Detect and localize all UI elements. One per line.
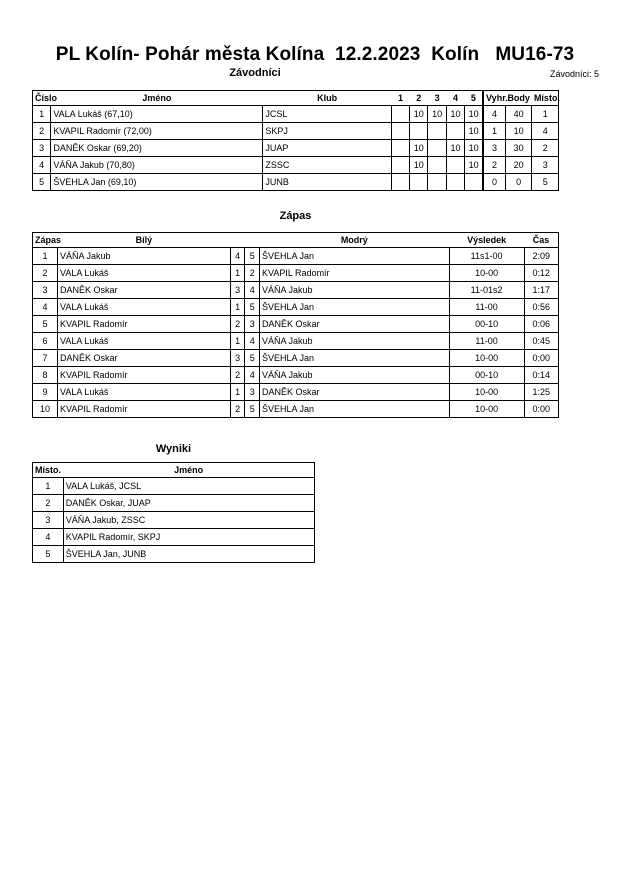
col-header-round-5: 5	[465, 91, 483, 106]
cell-result-place: 1	[33, 478, 64, 495]
cell-round-4: 10	[446, 140, 464, 157]
cell-white-name: KVAPIL Radomír	[57, 316, 230, 333]
cell-result-name: ŠVEHLA Jan, JUNB	[63, 546, 314, 563]
cell-white-number: 1	[230, 384, 245, 401]
cell-result-place: 5	[33, 546, 64, 563]
cell-time: 0:56	[524, 299, 558, 316]
cell-name: VÁŇA Jakub (70,80)	[51, 157, 263, 174]
cell-time: 1:17	[524, 282, 558, 299]
cell-white-name: VALA Lukáš	[57, 384, 230, 401]
cell-wins: 2	[483, 157, 505, 174]
cell-blue-name: VÁŇA Jakub	[260, 333, 450, 350]
cell-number: 5	[33, 174, 51, 191]
cell-result-name: VÁŇA Jakub, ZSSC	[63, 512, 314, 529]
cell-match-number: 5	[33, 316, 58, 333]
cell-wins: 4	[483, 106, 505, 123]
match-row	[33, 265, 559, 282]
cell-blue-name: VÁŇA Jakub	[260, 282, 450, 299]
cell-result: 11s1-00	[449, 248, 524, 265]
cell-match-number: 8	[33, 367, 58, 384]
col-header-result-place: Místo.	[33, 463, 64, 478]
cell-match-number: 1	[33, 248, 58, 265]
match-row	[33, 316, 559, 333]
cell-club: ZSSC	[263, 157, 391, 174]
cell-time: 0:06	[524, 316, 558, 333]
cell-round-2: 10	[410, 106, 428, 123]
cell-round-1	[391, 157, 409, 174]
col-header-number: Číslo	[33, 91, 51, 106]
matches-heading: Zápas	[279, 210, 312, 222]
cell-match-number: 4	[33, 299, 58, 316]
cell-blue-name: DANĚK Oskar	[260, 316, 450, 333]
cell-white-name: VALA Lukáš	[57, 265, 230, 282]
cell-result: 10-00	[449, 265, 524, 282]
match-row	[33, 299, 559, 316]
competitor-row	[33, 140, 559, 157]
cell-blue-name: DANĚK Oskar	[260, 384, 450, 401]
cell-white-number: 1	[230, 333, 245, 350]
cell-white-number: 1	[230, 265, 245, 282]
cell-round-2	[410, 174, 428, 191]
col-header-match: Zápas	[33, 233, 58, 248]
col-header-blue-number	[245, 233, 260, 248]
cell-blue-name: ŠVEHLA Jan	[260, 401, 450, 418]
cell-white-name: DANĚK Oskar	[57, 282, 230, 299]
cell-round-5: 10	[465, 123, 483, 140]
cell-blue-number: 5	[245, 299, 260, 316]
cell-result: 00-10	[449, 367, 524, 384]
cell-result-name: DANĚK Oskar, JUAP	[63, 495, 314, 512]
cell-white-number: 2	[230, 316, 245, 333]
cell-result: 00-10	[449, 316, 524, 333]
cell-round-1	[391, 106, 409, 123]
cell-blue-number: 3	[245, 316, 260, 333]
match-row	[33, 367, 559, 384]
cell-round-1	[391, 174, 409, 191]
cell-name: VALA Lukáš (67,10)	[51, 106, 263, 123]
results-table	[32, 462, 315, 563]
cell-white-number: 4	[230, 248, 245, 265]
cell-white-name: VALA Lukáš	[57, 299, 230, 316]
cell-match-number: 6	[33, 333, 58, 350]
cell-place: 3	[532, 157, 559, 174]
cell-white-number: 3	[230, 282, 245, 299]
cell-place: 1	[532, 106, 559, 123]
cell-place: 5	[532, 174, 559, 191]
cell-blue-name: VÁŇA Jakub	[260, 367, 450, 384]
cell-round-2: 10	[410, 157, 428, 174]
competitors-heading: Závodníci	[229, 67, 281, 79]
cell-match-number: 9	[33, 384, 58, 401]
cell-blue-number: 4	[245, 367, 260, 384]
cell-club: JCSL	[263, 106, 391, 123]
cell-blue-number: 5	[245, 248, 260, 265]
cell-result-place: 4	[33, 529, 64, 546]
cell-time: 2:09	[524, 248, 558, 265]
result-row	[33, 495, 315, 512]
match-row	[33, 350, 559, 367]
cell-white-name: DANĚK Oskar	[57, 350, 230, 367]
cell-number: 1	[33, 106, 51, 123]
cell-round-5: 10	[465, 106, 483, 123]
cell-white-name: VALA Lukáš	[57, 333, 230, 350]
cell-club: JUNB	[263, 174, 391, 191]
cell-white-number: 2	[230, 367, 245, 384]
cell-result-place: 2	[33, 495, 64, 512]
match-row	[33, 282, 559, 299]
cell-points: 0	[505, 174, 532, 191]
match-row	[33, 333, 559, 350]
matches-header-row	[33, 233, 559, 248]
cell-blue-number: 4	[245, 282, 260, 299]
result-row	[33, 478, 315, 495]
cell-round-3	[428, 157, 446, 174]
result-row	[33, 546, 315, 563]
cell-blue-name: ŠVEHLA Jan	[260, 350, 450, 367]
cell-blue-number: 2	[245, 265, 260, 282]
cell-blue-name: KVAPIL Radomír	[260, 265, 450, 282]
cell-time: 1:25	[524, 384, 558, 401]
cell-round-4	[446, 174, 464, 191]
result-row	[33, 512, 315, 529]
cell-points: 10	[505, 123, 532, 140]
cell-points: 30	[505, 140, 532, 157]
competitor-row	[33, 157, 559, 174]
cell-white-name: KVAPIL Radomír	[57, 367, 230, 384]
cell-points: 20	[505, 157, 532, 174]
cell-white-name: VÁŇA Jakub	[57, 248, 230, 265]
cell-blue-number: 4	[245, 333, 260, 350]
competitor-count: Závodníci: 5	[549, 69, 599, 79]
col-header-result-name: Jméno	[63, 463, 314, 478]
cell-round-5: 10	[465, 157, 483, 174]
col-header-round-2: 2	[410, 91, 428, 106]
cell-round-4	[446, 157, 464, 174]
cell-round-3	[428, 174, 446, 191]
cell-blue-name: ŠVEHLA Jan	[260, 248, 450, 265]
results-heading: Wyniki	[155, 443, 192, 455]
cell-white-number: 3	[230, 350, 245, 367]
col-header-white-number	[230, 233, 245, 248]
cell-time: 0:00	[524, 401, 558, 418]
cell-name: ŠVEHLA Jan (69,10)	[51, 174, 263, 191]
cell-blue-number: 5	[245, 401, 260, 418]
cell-round-5: 10	[465, 140, 483, 157]
cell-result: 11-00	[449, 333, 524, 350]
cell-match-number: 2	[33, 265, 58, 282]
col-header-round-3: 3	[428, 91, 446, 106]
col-header-club: Klub	[263, 91, 391, 106]
cell-place: 4	[532, 123, 559, 140]
cell-time: 0:12	[524, 265, 558, 282]
cell-wins: 0	[483, 174, 505, 191]
match-row	[33, 401, 559, 418]
results-header-row	[33, 463, 315, 478]
result-row	[33, 529, 315, 546]
cell-club: JUAP	[263, 140, 391, 157]
col-header-place: Místo.	[532, 91, 559, 106]
col-header-round-4: 4	[446, 91, 464, 106]
cell-number: 3	[33, 140, 51, 157]
cell-number: 4	[33, 157, 51, 174]
cell-result-name: VALA Lukáš, JCSL	[63, 478, 314, 495]
cell-match-number: 3	[33, 282, 58, 299]
cell-round-5	[465, 174, 483, 191]
cell-club: SKPJ	[263, 123, 391, 140]
cell-time: 0:45	[524, 333, 558, 350]
cell-place: 2	[532, 140, 559, 157]
page-title: PL Kolín- Pohár města Kolína 12.2.2023 Kolín MU16-73	[55, 44, 575, 65]
matches-table	[32, 232, 559, 418]
col-header-wins: Vyhr.	[483, 91, 505, 106]
cell-match-number: 7	[33, 350, 58, 367]
cell-round-3	[428, 123, 446, 140]
cell-points: 40	[505, 106, 532, 123]
cell-wins: 3	[483, 140, 505, 157]
cell-round-1	[391, 140, 409, 157]
cell-white-number: 1	[230, 299, 245, 316]
cell-blue-name: ŠVEHLA Jan	[260, 299, 450, 316]
competitor-row	[33, 106, 559, 123]
match-row	[33, 248, 559, 265]
col-header-round-1: 1	[391, 91, 409, 106]
col-header-blue: Modrý	[260, 233, 450, 248]
cell-white-number: 2	[230, 401, 245, 418]
cell-result: 10-00	[449, 401, 524, 418]
cell-wins: 1	[483, 123, 505, 140]
cell-time: 0:14	[524, 367, 558, 384]
cell-blue-number: 5	[245, 350, 260, 367]
cell-name: DANĚK Oskar (69,20)	[51, 140, 263, 157]
cell-match-number: 10	[33, 401, 58, 418]
cell-round-3: 10	[428, 106, 446, 123]
cell-round-2	[410, 123, 428, 140]
cell-round-4: 10	[446, 106, 464, 123]
col-header-points: Body	[505, 91, 532, 106]
match-row	[33, 384, 559, 401]
competitor-row	[33, 174, 559, 191]
cell-round-1	[391, 123, 409, 140]
cell-time: 0:00	[524, 350, 558, 367]
cell-result-name: KVAPIL Radomír, SKPJ	[63, 529, 314, 546]
cell-result-place: 3	[33, 512, 64, 529]
cell-result: 10-00	[449, 350, 524, 367]
competitor-row	[33, 123, 559, 140]
cell-result: 10-00	[449, 384, 524, 401]
col-header-name: Jméno	[51, 91, 263, 106]
cell-round-2: 10	[410, 140, 428, 157]
cell-result: 11-00	[449, 299, 524, 316]
cell-round-3	[428, 140, 446, 157]
col-header-white: Bílý	[57, 233, 230, 248]
cell-result: 11-01s2	[449, 282, 524, 299]
cell-round-4	[446, 123, 464, 140]
competitors-header-row	[33, 91, 559, 106]
cell-number: 2	[33, 123, 51, 140]
cell-blue-number: 3	[245, 384, 260, 401]
col-header-time: Čas	[524, 233, 558, 248]
cell-name: KVAPIL Radomír (72,00)	[51, 123, 263, 140]
cell-white-name: KVAPIL Radomír	[57, 401, 230, 418]
col-header-result: Výsledek	[449, 233, 524, 248]
competitors-table	[32, 90, 559, 191]
